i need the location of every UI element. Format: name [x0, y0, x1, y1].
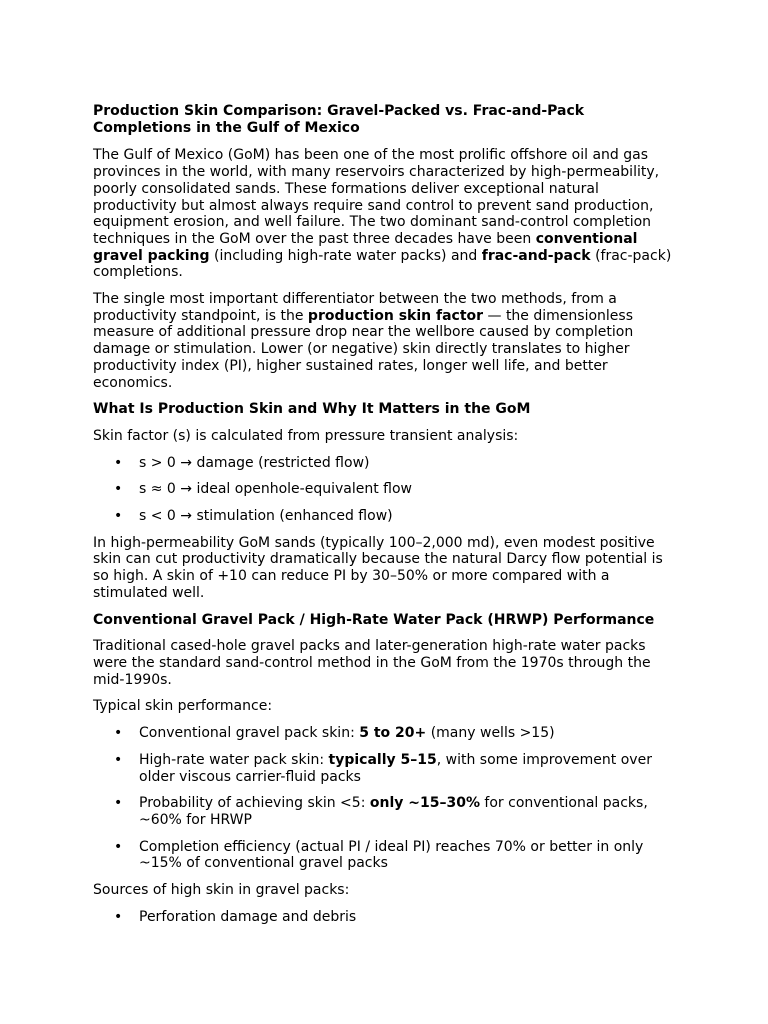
list-bold-value: typically 5–15	[328, 751, 437, 768]
list-text: for conventional packs, ~60% for HRWP	[139, 795, 648, 828]
list-bold-value: only ~15–30%	[369, 795, 480, 812]
intro-text: (including high-rate water packs) and	[209, 247, 482, 264]
intro-bold-term: frac-and-pack	[481, 247, 591, 264]
intro-paragraph-1	[93, 147, 673, 281]
skin-performance-list	[93, 725, 673, 872]
section-heading-gravel-pack: Conventional Gravel Pack / High-Rate Water Pack (HRWP) Performance	[93, 611, 655, 628]
sources-list	[93, 909, 673, 926]
list-item: • Perforation damage and debris	[139, 909, 673, 926]
intro-text: The single most important differentiator between the two methods, from a productivity standpoint, is the	[93, 291, 617, 324]
list-text: High-rate water pack skin:	[139, 751, 329, 768]
gravel-pack-paragraph: Traditional cased-hole gravel packs and later-generation high-rate water packs were the standard sand-control method in the GoM from the 1970s through the mid-1990s.	[93, 638, 651, 688]
list-item: • s > 0 → damage (restricted flow)	[139, 455, 673, 472]
list-item: • Completion efficiency (actual PI / ideal PI) reaches 70% or better in only ~15% of conventional gravel packs	[139, 839, 673, 872]
list-item	[139, 752, 673, 785]
list-item: • s ≈ 0 → ideal openhole-equivalent flow	[139, 481, 673, 498]
document-title: Production Skin Comparison: Gravel-Packed vs. Frac-and-Pack Completions in the Gulf of Mexico	[93, 103, 585, 136]
skin-performance-lead: Typical skin performance:	[93, 698, 273, 715]
skin-definition-list	[93, 455, 673, 525]
list-item: • s < 0 → stimulation (enhanced flow)	[139, 508, 673, 525]
list-text: Conventional gravel pack skin:	[139, 725, 360, 742]
intro-text: — the dimensionless measure of additional pressure drop near the wellbore caused by completion damage or stimulation. Lower (or negative) skin directly translates to higher productivity index (PI), higher sustained rates, longer well life, and better economics.	[93, 307, 634, 391]
intro-paragraph-2	[93, 291, 673, 391]
intro-bold-term: production skin factor	[307, 307, 484, 324]
list-bold-value: 5 to 20+	[359, 725, 427, 742]
list-item	[139, 725, 673, 742]
list-text: , with some improvement over older viscous carrier-fluid packs	[139, 751, 652, 785]
section-heading-skin: What Is Production Skin and Why It Matters in the GoM	[93, 401, 531, 418]
document-page	[93, 103, 673, 935]
intro-bold-term: conventional gravel packing	[93, 230, 638, 264]
list-text: (many wells >15)	[426, 725, 555, 742]
intro-text: (frac-pack) completions.	[93, 247, 672, 281]
list-item	[139, 795, 673, 828]
intro-text: The Gulf of Mexico (GoM) has been one of the most prolific offshore oil and gas provinces in the world, with many reservoirs characterized by high-permeability, poorly consolidated sands. These formations deliver exceptional natural productivity but almost always require sand control to prevent sand production, equipment erosion, and well failure. The two dominant sand-control completion techniques in the GoM over the past three decades have been	[93, 147, 660, 247]
skin-lead-paragraph: Skin factor (s) is calculated from pressure transient analysis:	[93, 427, 519, 444]
list-text: Probability of achieving skin <5:	[139, 795, 370, 812]
permeability-paragraph: In high-permeability GoM sands (typically 100–2,000 md), even modest positive skin can cut productivity dramatically because the natural Darcy flow potential is so high. A skin of +10 can reduce PI by 30–50% or more compared with a stimulated well.	[93, 534, 663, 601]
sources-lead-paragraph: Sources of high skin in gravel packs:	[93, 882, 350, 899]
